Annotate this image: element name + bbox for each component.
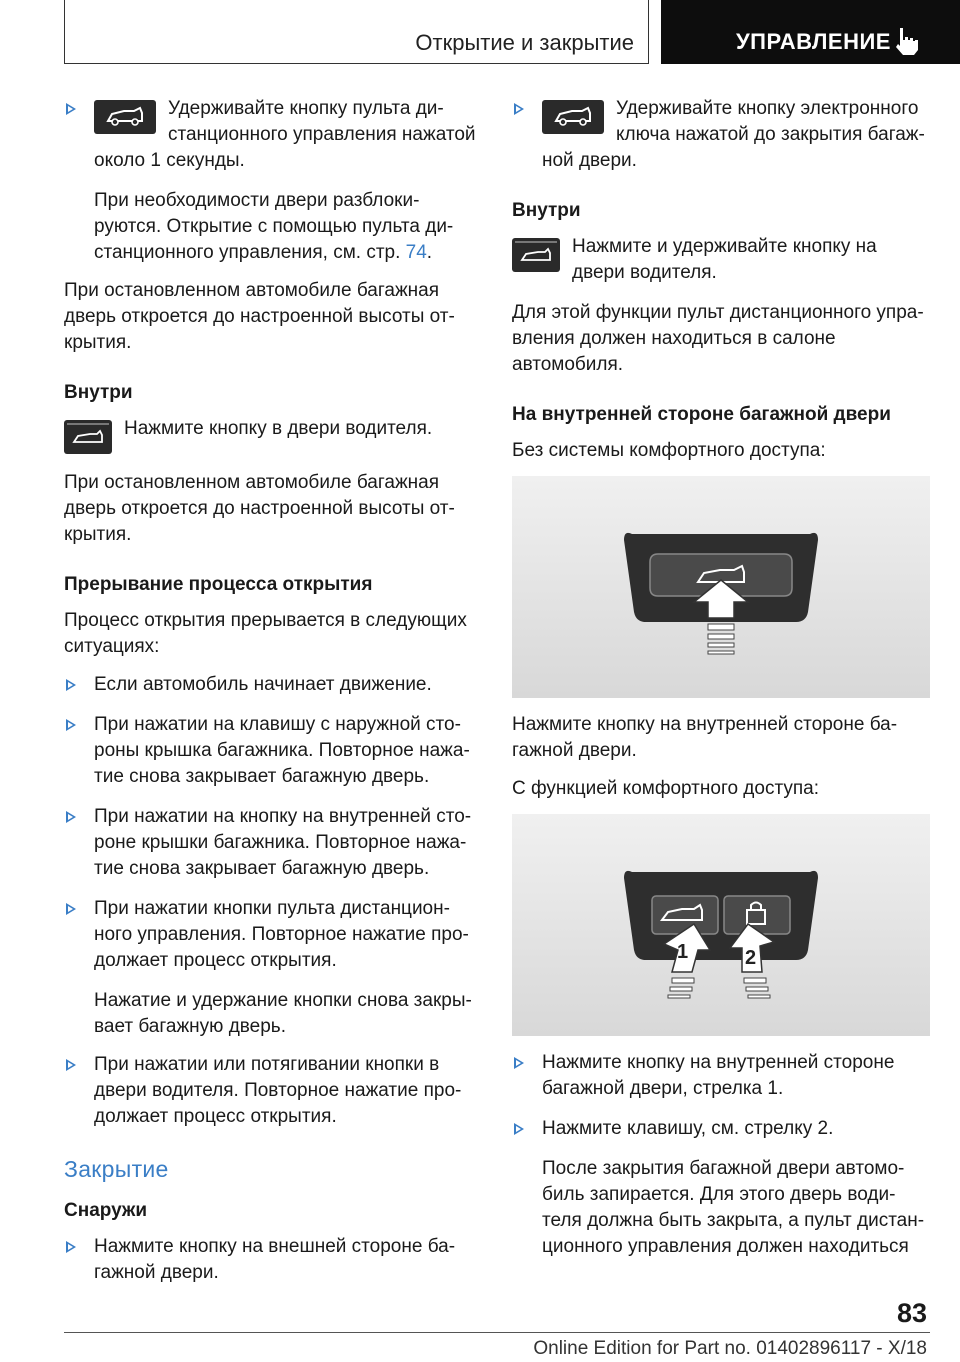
right-column (512, 96, 930, 1272)
bullet-triangle-icon (66, 679, 76, 691)
driver-door-button-icon (512, 238, 560, 272)
bullet-triangle-icon (514, 1057, 524, 1069)
list-item: При нажатии на кнопку на внутренней сто-роне крышки багажника. Повторное нажа-тие снова закрывает багажную дверь. (64, 804, 478, 882)
bullet-triangle-icon (514, 103, 524, 115)
remote-tailgate-key-icon (542, 100, 604, 134)
section-title: Открытие и закрытие (415, 30, 634, 55)
subheading-outside: Снаружи (64, 1200, 148, 1221)
list-item: Нажмите кнопку на внутренней стороне багажной двери, стрелка 1. (512, 1050, 930, 1102)
section-tab (64, 0, 649, 64)
tailgate-comfort-access-photo (512, 814, 930, 1036)
paragraph: Нажатие и удержание кнопки снова закры-вает багажную дверь. (94, 990, 472, 1037)
bullet-triangle-icon (66, 903, 76, 915)
paragraph: При остановленном автомобиле багажная дверь откроется до настроенной высоты от-крытия. (64, 280, 455, 353)
list-item: При нажатии кнопки пульта дистанцион-ного управления. Повторное нажатие про-должает процесс открытия. (64, 896, 478, 974)
bullet-triangle-icon (66, 1059, 76, 1071)
subheading-interrupt: Прерывание процесса открытия (64, 574, 373, 595)
bullet-triangle-icon (66, 103, 76, 115)
list-item (64, 96, 478, 174)
subheading-inner-side: На внутренней стороне багажной двери (512, 404, 891, 425)
list-item: При нажатии или потягивании кнопки в двери водителя. Повторное нажатие про-должает процесс открытия. (64, 1052, 478, 1130)
list-item: Нажмите клавишу, см. стрелку 2. (512, 1116, 930, 1142)
paragraph: При остановленном автомобиле багажная дверь откроется до настроенной высоты от-крытия. (64, 472, 455, 545)
list-item (64, 416, 478, 456)
list-item (512, 234, 930, 286)
paragraph: Процесс открытия прерывается в следующих ситуациях: (64, 610, 467, 657)
list-item: Если автомобиль начинает движение. (64, 672, 478, 698)
remote-tailgate-key-icon (94, 100, 156, 134)
subheading-inside: Внутри (64, 382, 133, 403)
instruction-text: Удерживайте кнопку пульта ди-станционного управления нажатой около 1 секунды. (94, 98, 476, 171)
list-item (512, 96, 930, 174)
bullet-triangle-icon (66, 811, 76, 823)
instruction-text: Нажмите и удерживайте кнопку на двери водителя. (572, 236, 877, 283)
page-header (64, 0, 960, 64)
left-column (64, 96, 478, 1300)
bullet-triangle-icon (514, 1123, 524, 1135)
edition-text: Online Edition for Part no. 01402896117 - X/18 (533, 1338, 927, 1359)
instruction-text: Нажмите кнопку в двери водителя. (124, 418, 433, 439)
paragraph: После закрытия багажной двери автомо-биль запирается. Для этого дверь води-теля должна быть закрыта, а пульт дистан-ционного управления должен находиться (542, 1158, 925, 1257)
paragraph: С функцией комфортного доступа: (512, 778, 820, 799)
heading-closing: Закрытие (64, 1156, 169, 1182)
subheading-inside: Внутри (512, 200, 581, 221)
list-item: Нажмите кнопку на внешней стороне ба-гажной двери. (64, 1234, 478, 1286)
paragraph: Без системы комфортного доступа: (512, 440, 826, 461)
paragraph: Для этой функции пульт дистанционного упра-вления должен находиться в салоне автомобиля. (512, 302, 924, 375)
bullet-triangle-icon (66, 1241, 76, 1253)
paragraph: Нажмите кнопку на внутренней стороне ба-гажной двери. (512, 714, 898, 761)
chapter-tab (661, 0, 960, 64)
page-link[interactable]: 74 (405, 242, 427, 263)
arrow-label-2: 2 (745, 947, 757, 969)
paragraph: При необходимости двери разблоки-руются. Открытие с помощью пульта ди-станционного управления, см. стр. 74. (94, 190, 454, 263)
chapter-title: УПРАВЛЕНИЕ (736, 29, 891, 54)
pointing-hand-icon (891, 26, 921, 56)
page-number: 83 (896, 1298, 927, 1328)
list-item: При нажатии на клавишу с наружной сто-роны крышка багажника. Повторное нажа-тие снова закрывает багажную дверь. (64, 712, 478, 790)
arrow-label-1: 1 (677, 941, 689, 963)
bullet-triangle-icon (66, 719, 76, 731)
driver-door-button-icon (64, 420, 112, 454)
tailgate-button-photo (512, 476, 930, 698)
footer-divider (64, 1332, 930, 1333)
instruction-text: Удерживайте кнопку электронного ключа нажатой до закрытия багаж-ной двери. (542, 98, 925, 171)
